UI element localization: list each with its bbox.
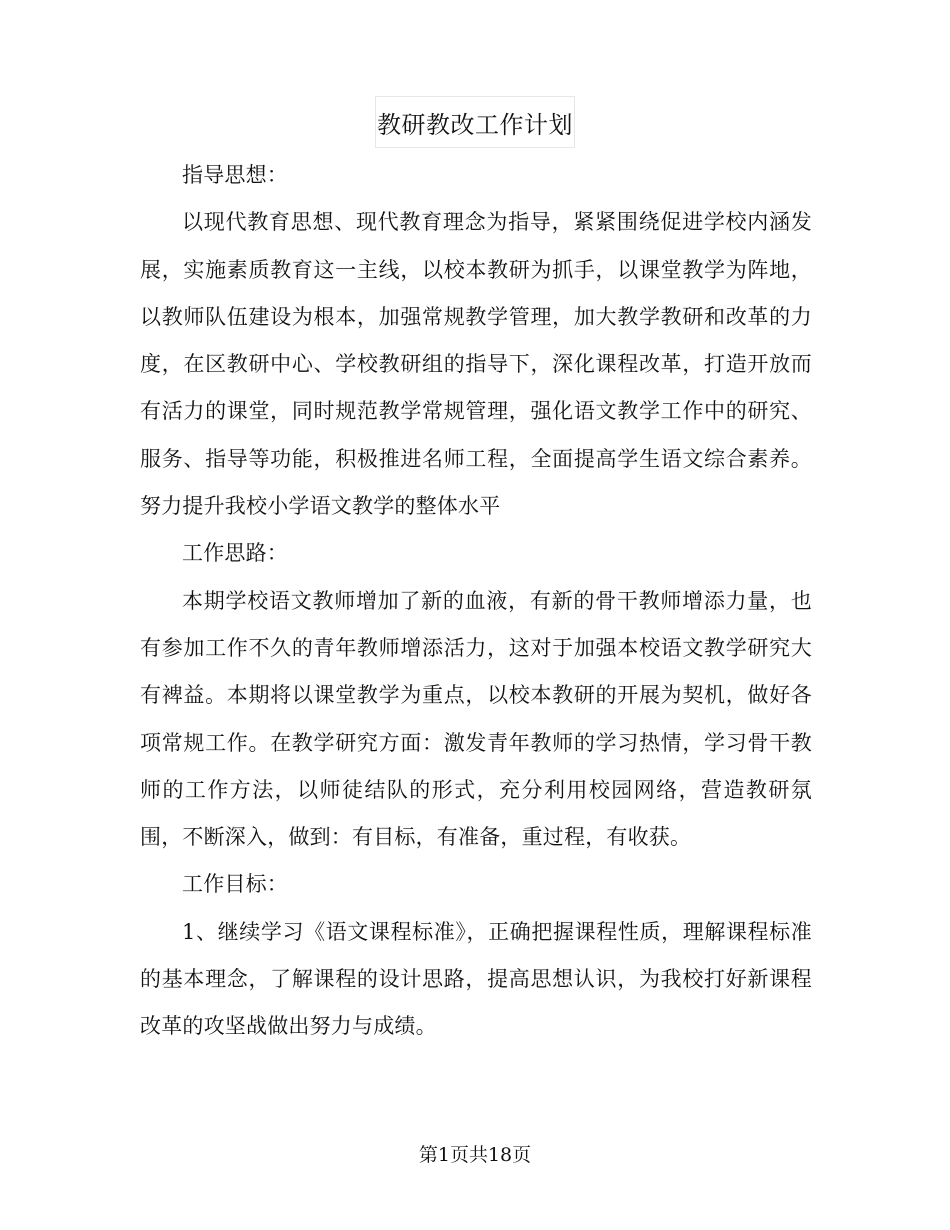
document-title: 教研教改工作计划: [377, 110, 573, 139]
heading-work-goals: 工作目标：: [182, 872, 288, 897]
document-body: [140, 152, 812, 1051]
heading-guiding-thought: 指导思想：: [182, 163, 288, 187]
title-box: [375, 96, 575, 148]
paragraph-work-approach: 本期学校语文教师增加了新的血液，有新的骨干教师增添力量，也有参加工作不久的青年教师增添活力，这对于加强本校语文教学研究大有裨益。本期将以课堂教学为重点，以校本教研的开展为契机，做好各项常规工作。在教学研究方面：激发青年教师的学习热情，学习骨干教师的工作方法，以师徒结队的形式，充分利用校园网络，营造教研氛围，不断深入，做到：有目标，有准备，重过程，有收获。: [140, 588, 812, 850]
paragraph-guiding-thought: 以现代教育思想、现代教育理念为指导，紧紧围绕促进学校内涵发展，实施素质教育这一主线，以校本教研为抓手，以课堂教学为阵地，以教师队伍建设为根本，加强常规教学管理，加大教学教研和改革的力度，在区教研中心、学校教研组的指导下，深化课程改革，打造开放而有活力的课堂，同时规范教学常规管理，强化语文教学工作中的研究、服务、指导等功能，积极推进名师工程，全面提高学生语文综合素养。努力提升我校小学语文教学的整体水平: [140, 210, 812, 519]
paragraph-goal-1: 1、继续学习《语文课程标准》，正确把握课程性质，理解课程标准的基本理念，了解课程的设计思路，提高思想认识，为我校打好新课程改革的攻坚战做出努力与成绩。: [140, 919, 812, 1039]
page-footer: 第1页共18页: [418, 1144, 532, 1166]
heading-work-approach: 工作思路：: [182, 541, 288, 566]
